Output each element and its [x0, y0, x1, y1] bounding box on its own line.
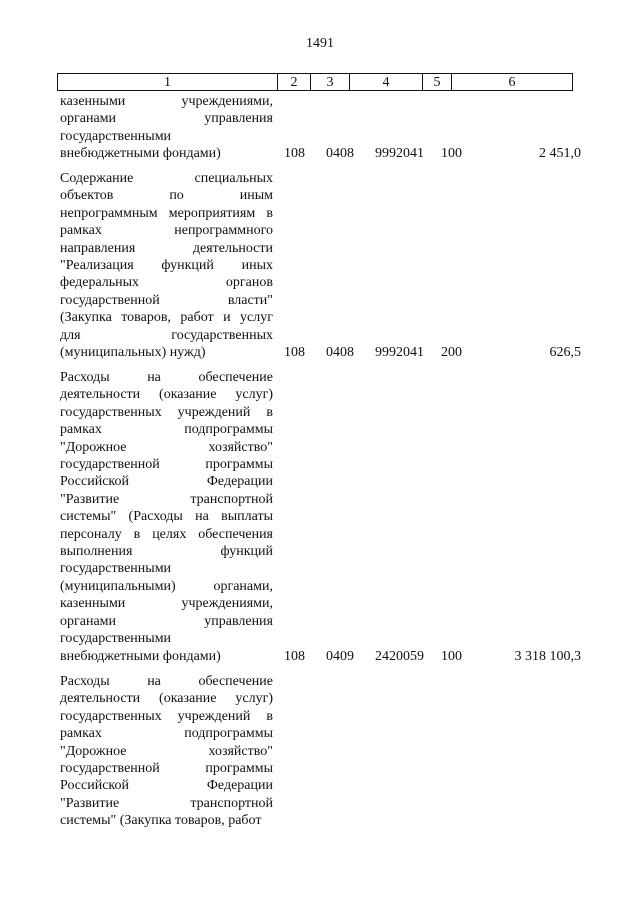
section-code: 0408: [326, 146, 354, 161]
description-line: государственной программы: [60, 457, 273, 473]
description-line: деятельности (оказание услуг): [60, 691, 273, 707]
description-line: "Дорожное хозяйство": [60, 743, 273, 759]
chapter-code: 108: [284, 146, 305, 161]
column-header-6: 6: [452, 74, 573, 91]
description-line: государственными: [60, 631, 172, 647]
description-line: рамках непрограммного: [60, 223, 273, 239]
column-header-1: 1: [58, 74, 278, 91]
description-line: казенными учреждениями,: [60, 596, 273, 612]
description-line: Российской Федерации: [60, 778, 273, 794]
description-line: государственной власти": [60, 292, 273, 308]
chapter-code: 108: [284, 649, 305, 664]
row-description: [60, 369, 273, 665]
column-header-row: [58, 74, 573, 91]
description-line: рамках подпрограммы: [60, 422, 273, 438]
description-line: Российской Федерации: [60, 474, 273, 490]
description-line: персоналу в целях обеспечения: [60, 526, 273, 542]
column-header-2: 2: [278, 74, 311, 91]
description-line: (муниципальными) органами,: [60, 578, 273, 594]
description-line: Содержание специальных: [60, 171, 273, 186]
description-line: органами управления: [60, 613, 273, 629]
description-line: государственной программы: [60, 761, 273, 777]
description-line: (Закупка товаров, работ и услуг: [60, 310, 273, 326]
description-line: направления деятельности: [60, 240, 273, 256]
description-line: выполнения функций: [60, 544, 273, 560]
description-line: для государственных: [60, 327, 273, 343]
description-line: "Дорожное хозяйство": [60, 439, 273, 455]
section-code: 0409: [326, 649, 354, 664]
row-description: [60, 673, 273, 830]
description-line: федеральных органов: [60, 275, 273, 291]
section-code: 0408: [326, 345, 354, 360]
description-line: (муниципальных) нужд): [60, 345, 206, 361]
target-article-code: 2420059: [375, 649, 424, 664]
expense-kind-code: 100: [441, 146, 462, 161]
row-description: [60, 93, 273, 163]
column-header-4: 4: [350, 74, 423, 91]
description-line: "Реализация функций иных: [60, 258, 273, 274]
description-line: "Развитие транспортной: [60, 491, 273, 507]
description-line: государственных учреждений в: [60, 708, 273, 724]
description-line: внебюджетными фондами): [60, 146, 221, 162]
description-line: казенными учреждениями,: [60, 94, 273, 109]
description-line: государственными: [60, 128, 172, 144]
amount: 3 318 100,3: [514, 649, 581, 664]
amount: 626,5: [549, 345, 581, 360]
amount: 2 451,0: [539, 146, 581, 161]
description-line: Расходы на обеспечение: [60, 370, 273, 385]
description-line: Расходы на обеспечение: [60, 674, 273, 689]
description-line: системы" (Расходы на выплаты: [60, 509, 273, 525]
column-header-3: 3: [311, 74, 350, 91]
description-line: государственными: [60, 561, 172, 577]
description-line: государственных учреждений в: [60, 404, 273, 420]
description-line: органами управления: [60, 111, 273, 127]
description-line: внебюджетными фондами): [60, 648, 221, 664]
expense-kind-code: 100: [441, 649, 462, 664]
target-article-code: 9992041: [375, 146, 424, 161]
chapter-code: 108: [284, 345, 305, 360]
description-line: рамках подпрограммы: [60, 726, 273, 742]
description-line: системы" (Закупка товаров, работ: [60, 813, 262, 829]
description-line: объектов по иным: [60, 188, 273, 204]
row-description: [60, 170, 273, 361]
column-header-5: 5: [423, 74, 452, 91]
column-header-table: [57, 73, 573, 91]
description-line: деятельности (оказание услуг): [60, 387, 273, 403]
description-line: непрограммным мероприятиям в: [60, 205, 273, 221]
page-number: 1491: [306, 36, 334, 51]
expense-kind-code: 200: [441, 345, 462, 360]
target-article-code: 9992041: [375, 345, 424, 360]
description-line: "Развитие транспортной: [60, 795, 273, 811]
